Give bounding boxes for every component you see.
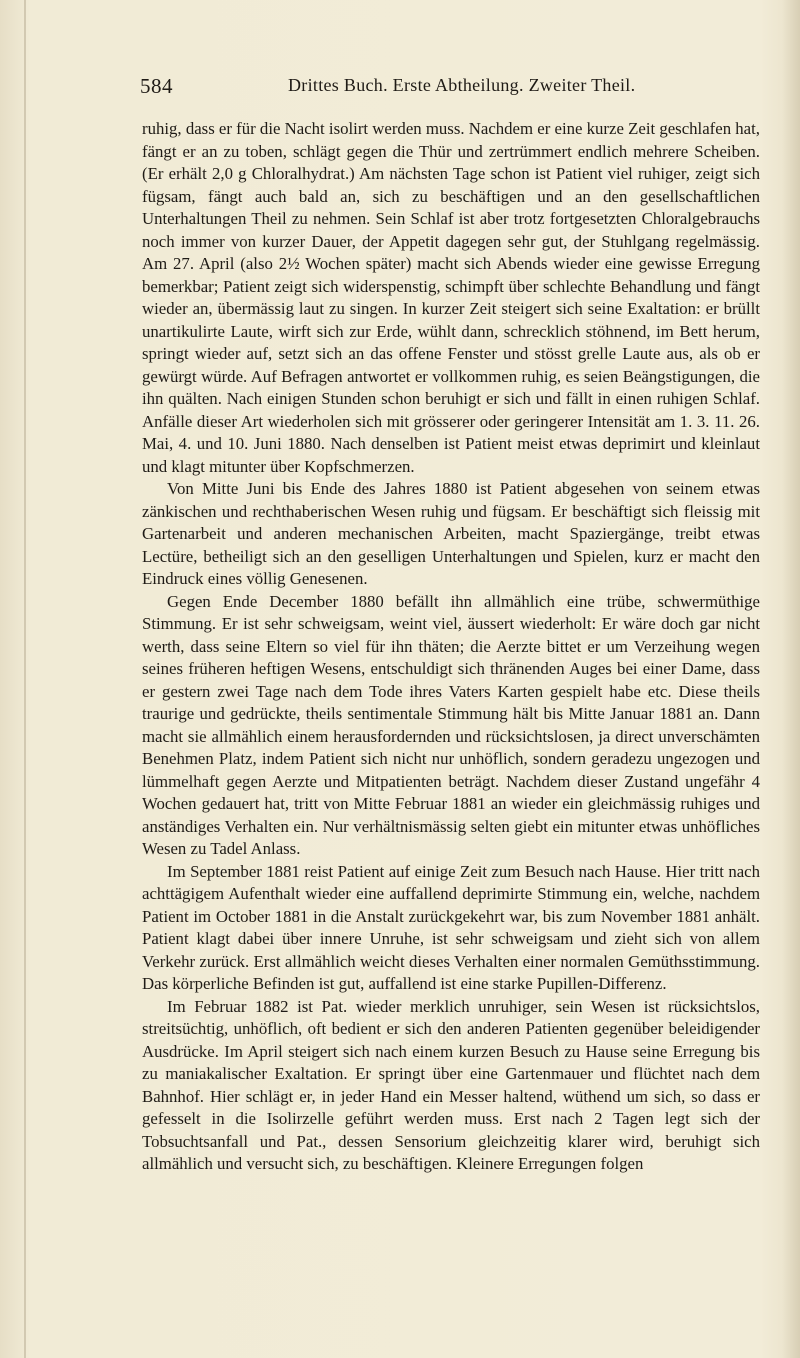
body-text bbox=[142, 118, 760, 1298]
page-edge-shadow bbox=[782, 0, 800, 1358]
paragraph: Im September 1881 reist Patient auf einige Zeit zum Besuch nach Hause. Hier tritt nach achttägigem Aufenthalt wieder eine auffallend deprimirte Stimmung ein, welche, nachdem Patient im October 1881 in die Anstalt zurückgekehrt war, bis zum November 1881 anhält. Patient klagt dabei über innere Unruhe, ist sehr schweigsam und zieht sich von allem Verkehr zurück. Erst allmählich weicht dieses Verhalten einer normalen Gemüthsstimmung. Das körperliche Befinden ist gut, auffallend ist eine starke Pupillen-Differenz. bbox=[142, 861, 760, 993]
paragraph: ruhig, dass er für die Nacht isolirt werden muss. Nachdem er eine kurze Zeit geschlafen hat, fängt er an zu toben, schlägt gegen die Thür und zertrümmert endlich mehrere Scheiben. (Er erhält 2,0 g Chloralhydrat.) Am nächsten Tage schon ist Patient viel ruhiger, zeigt sich fügsam, fängt auch bald an, sich zu beschäftigen und an den gesellschaftlichen Unterhaltungen Theil zu nehmen. Sein Schlaf ist aber trotz fortgesetzten Chloralgebrauchs noch immer von kurzer Dauer, der Appetit dagegen sehr gut, der Stuhlgang regelmässig. Am 27. April (also 2½ Wochen später) macht sich Abends wieder eine gewisse Erregung bemerkbar; Patient zeigt sich widerspenstig, schimpft über schlechte Behandlung und fängt wieder an, übermässig laut zu singen. In kurzer Zeit steigert sich seine Exaltation: er brüllt unartikulirte Laute, wirft sich zur Erde, wühlt dann, schrecklich stöhnend, im Bett herum, springt wieder auf, setzt sich an das offene Fenster und stösst grelle Laute aus, als ob er gewürgt würde. Auf Befragen antwortet er vollkommen ruhig, es seien Beängstigungen, die ihn quälten. Nach einigen Stunden schon beruhigt er sich und fällt in einen ruhigen Schlaf. Anfälle dieser Art wiederholen sich mit grösserer oder geringerer Intensität am 1. 3. 11. 26. Mai, 4. und 10. Juni 1880. Nach denselben ist Patient meist etwas deprimirt und kleinlaut und klagt mitunter über Kopfschmerzen. bbox=[142, 119, 760, 476]
page-header bbox=[140, 74, 720, 104]
paragraph: Im Februar 1882 ist Pat. wieder merklich unruhiger, sein Wesen ist rücksichtslos, streitsüchtig, unhöflich, oft bedient er sich den anderen Patienten gegenüber beleidigender Ausdrücke. Im April steigert sich nach einem kurzen Besuch zu Hause seine Erregung bis zu maniakalischer Exaltation. Er springt über eine Gartenmauer und flüchtet nach dem Bahnhof. Hier schlägt er, in jeder Hand ein Messer haltend, wüthend um sich, so dass er gefesselt in die Isolirzelle geführt werden muss. Erst nach 2 Tagen legt sich der Tobsuchtsanfall und Pat., dessen Sensorium gleichzeitig klarer wird, beruhigt sich allmählich und versucht sich, zu beschäftigen. Kleinere Erregungen folgen bbox=[142, 996, 760, 1173]
paragraph: Gegen Ende December 1880 befällt ihn allmählich eine trübe, schwermüthige Stimmung. Er ist sehr schweigsam, weint viel, äussert wiederholt: Er wäre doch gar nicht werth, dass seine Eltern so viel für ihn thäten; die Aerzte bittet er um Verzeihung wegen seines früheren heftigen Wesens, entschuldigt sich thränenden Auges bei einer Dame, dass er gestern zwei Tage nach dem Tode ihres Vaters Karten gespielt habe etc. Diese theils traurige und gedrückte, theils sentimentale Stimmung hält bis Mitte Januar 1881 an. Dann macht sie allmählich einem herausfordernden und rücksichtslosen, ja direct unverschämten Benehmen Platz, indem Patient sich nicht nur unhöflich, sondern geradezu ungezogen und lümmelhaft gegen Aerzte und Mitpatienten beträgt. Nachdem dieser Zustand ungefähr 4 Wochen gedauert hat, tritt von Mitte Februar 1881 an wieder ein gleichmässig ruhiges und anständiges Verhalten ein. Nur verhältnismässig selten giebt ein mitunter etwas unhöfliches Wesen zu Tadel Anlass. bbox=[142, 591, 760, 858]
paragraph: Von Mitte Juni bis Ende des Jahres 1880 ist Patient abgesehen von seinem etwas zänkischen und rechthaberischen Wesen ruhig und fügsam. Er beschäftigt sich fleissig mit Gartenarbeit und anderen mechanischen Arbeiten, macht Spaziergänge, treibt etwas Lectüre, betheiligt sich an den geselligen Unterhaltungen und Spielen, kurz er macht den Eindruck eines völlig Genesenen. bbox=[142, 479, 760, 588]
page-number: 584 bbox=[140, 74, 173, 98]
binding-gutter bbox=[24, 0, 26, 1358]
running-head: Drittes Buch. Erste Abtheilung. Zweiter Theil. bbox=[288, 75, 636, 95]
